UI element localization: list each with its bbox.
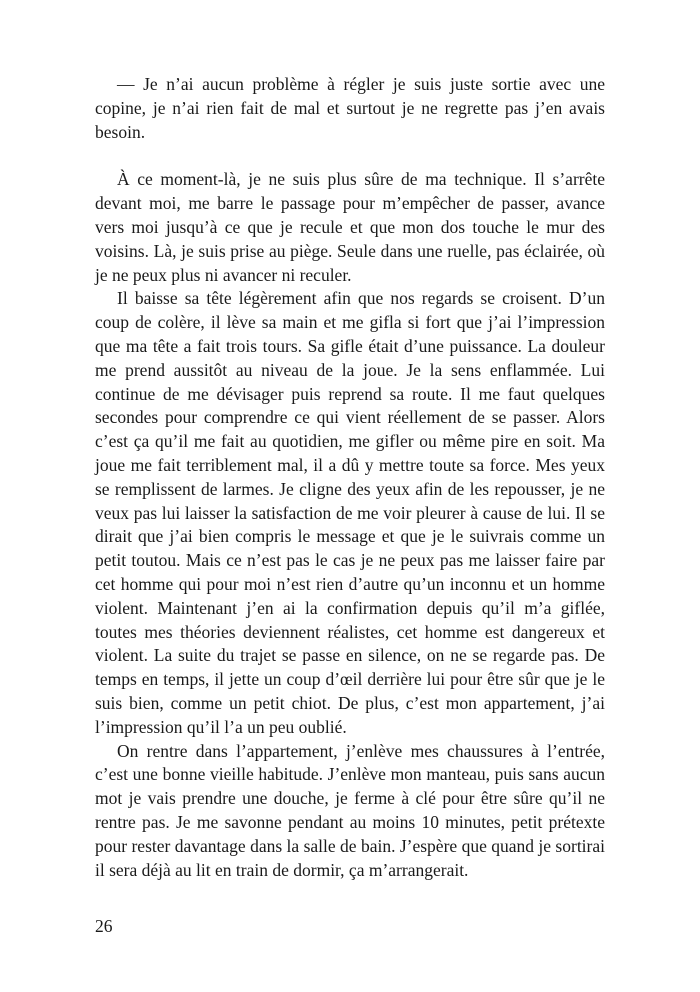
body-text: [95, 73, 605, 882]
page-number: 26: [95, 916, 113, 936]
paragraph: Il baisse sa tête légèrement afin que nos regards se croisent. D’un coup de colère, il lève sa main et me gifla si fort que j’ai l’impression que ma tête a fait trois tours. Sa gifle était d’une puissance. La douleur me prend aussitôt au niveau de la joue. Je la sens enflammée. Lui continue de me dévisager puis reprend sa route. Il me faut quelques secondes pour comprendre ce qui vient réellement de se passer. Alors c’est ça qu’il me fait au quotidien, me gifler ou même pire en soit. Ma joue me fait terriblement mal, il a dû y mettre toute sa force. Mes yeux se remplissent de larmes. Je cligne des yeux afin de les repousser, je ne veux pas lui laisser la satisfaction de me voir pleurer à cause de lui. Il se dirait que j’ai bien compris le message et que je le suivrais comme un petit toutou. Mais ce n’est pas le cas je ne peux pas me laisser faire par cet homme qui pour moi n’est rien d’autre qu’un inconnu et un homme violent. Maintenant j’en ai la confirmation depuis qu’il m’a giflée, toutes mes théories deviennent réalistes, cet homme est dangereux et violent. La suite du trajet se passe en silence, on ne se regarde pas. De temps en temps, il jette un coup d’œil derrière lui pour être sûr que je le suis bien, comme un petit chiot. De plus, c’est mon appartement, j’ai l’impression qu’il l’a un peu oublié.: [95, 288, 605, 737]
paragraph: À ce moment-là, je ne suis plus sûre de ma technique. Il s’arrête devant moi, me barre le passage pour m’empêcher de passer, avance vers moi jusqu’à ce que je recule et que mon dos touche le mur des voisins. Là, je suis prise au piège. Seule dans une ruelle, pas éclairée, où je ne peux plus ni avancer ni reculer.: [95, 169, 605, 285]
paragraph: On rentre dans l’appartement, j’enlève mes chaussures à l’entrée, c’est une bonne vieille habitude. J’enlève mon manteau, puis sans aucun mot je vais prendre une douche, je ferme à clé pour être sûre qu’il ne rentre pas. Je me savonne pendant au moins 10 minutes, petit prétexte pour rester davantage dans la salle de bain. J’espère que quand je sortirai il sera déjà au lit en train de dormir, ça m’arrangerait.: [95, 740, 605, 880]
paragraph-dialogue: — Je n’ai aucun problème à régler je suis juste sortie avec une copine, je n’ai rien fait de mal et surtout je ne regrette pas j’en avais besoin.: [95, 74, 605, 142]
